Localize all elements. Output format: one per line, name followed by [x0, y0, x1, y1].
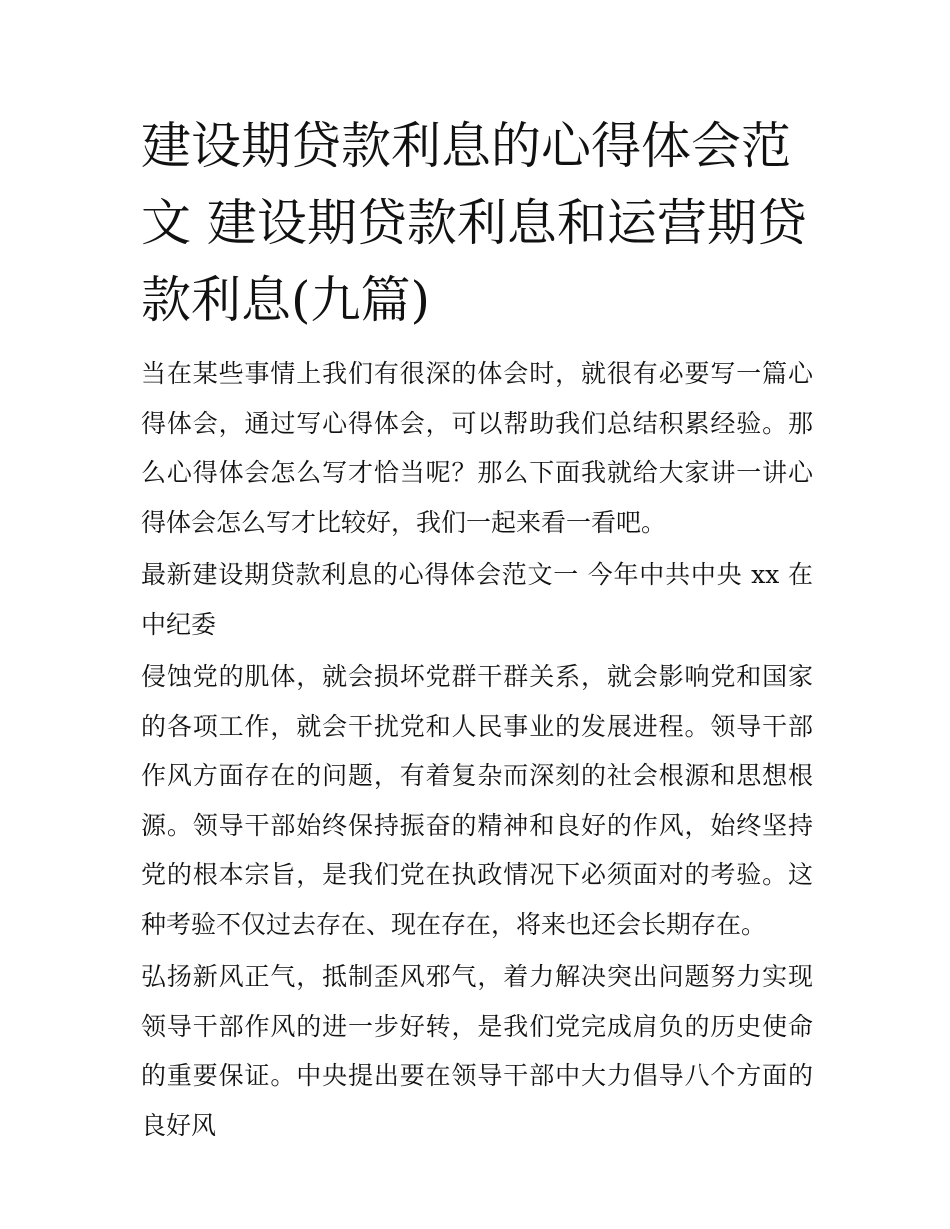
paragraph-body-2: 弘扬新风正气，抵制歪风邪气，着力解决突出问题努力实现领导干部作风的进一步好转，是我们党完成肩负的历史使命的重要保证。中央提出要在领导干部中大力倡导八个方面的良好风 — [141, 962, 813, 1140]
title-line: 款利息(九篇) — [141, 271, 431, 329]
document-body — [141, 349, 813, 1150]
document-title — [141, 108, 813, 339]
paragraph-section-heading: 最新建设期贷款利息的心得体会范文一 今年中共中央 xx 在中纪委 — [141, 560, 813, 639]
paragraph-intro: 当在某些事情上我们有很深的体会时，就很有必要写一篇心得体会，通过写心得体会，可以帮助我们总结积累经验。那么心得体会怎么写才恰当呢？那么下面我就给大家讲一讲心得体会怎么写才比较好，我们一起来看一看吧。 — [141, 359, 813, 537]
title-line: 文 建设期贷款利息和运营期贷 — [141, 194, 807, 252]
paragraph-body-1: 侵蚀党的肌体，就会损坏党群干群关系，就会影响党和国家的各项工作，就会干扰党和人民事业的发展进程。领导干部作风方面存在的问题，有着复杂而深刻的社会根源和思想根源。领导干部始终保持振奋的精神和良好的作风，始终坚持党的根本宗旨，是我们党在执政情况下必须面对的考验。这种考验不仅过去存在、现在存在，将来也还会长期存在。 — [141, 662, 813, 939]
document-page — [141, 108, 813, 1150]
title-line: 建设期贷款利息的心得体会范 — [141, 117, 791, 175]
